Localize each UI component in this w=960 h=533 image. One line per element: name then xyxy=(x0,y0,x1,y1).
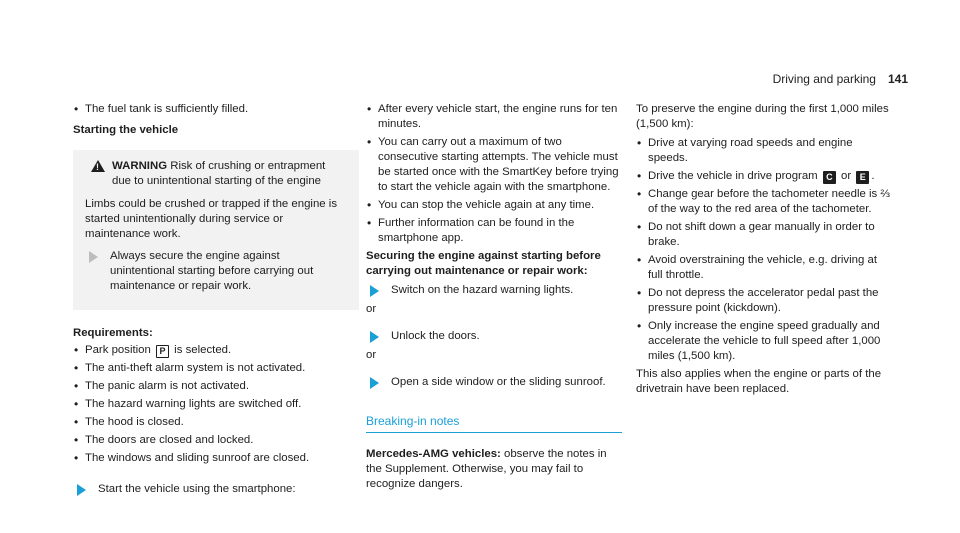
warning-label: WARNING xyxy=(112,160,168,172)
warning-box xyxy=(73,150,359,310)
drive-program-e-icon: E xyxy=(856,171,869,184)
amg-bold: Mercedes-AMG vehicles: xyxy=(366,448,501,460)
start-step xyxy=(73,482,359,497)
closing-note: This also applies when the engine or parts of the drivetrain have been replaced. xyxy=(636,368,882,395)
drive-program-post: . xyxy=(871,170,875,182)
list-item: • The panic alarm is not activated. xyxy=(73,379,359,394)
list-item: • The doors are closed and locked. xyxy=(73,433,359,448)
column-left xyxy=(73,102,359,501)
list-item: • The anti-theft alarm system is not activated. xyxy=(73,361,359,376)
step-hazard-text: Switch on the hazard warning lights. xyxy=(391,284,574,296)
warning-title-text: Risk of crushing or entrapment due to unintentional starting of the engine xyxy=(112,160,326,187)
list-item xyxy=(73,343,359,358)
step-arrow-icon xyxy=(89,251,98,263)
drive-program-c-icon: C xyxy=(823,171,836,184)
step-arrow-icon xyxy=(370,331,379,343)
breaking-in-title: Breaking-in notes xyxy=(366,414,622,433)
requirements-heading: Requirements: xyxy=(73,327,153,339)
step-arrow-icon xyxy=(370,285,379,297)
start-notes-list xyxy=(366,102,622,246)
list-item: • You can carry out a maximum of two consecutive starting attempts. The vehicle must be started once with the SmartKey before trying to start the vehicle again with the smartphone. xyxy=(366,135,622,195)
fuel-list xyxy=(73,102,359,117)
step-arrow-icon xyxy=(370,377,379,389)
list-item: • After every vehicle start, the engine runs for ten minutes. xyxy=(366,102,622,132)
warning-title xyxy=(85,159,347,189)
list-item: • Further information can be found in the smartphone app. xyxy=(366,216,622,246)
step-window xyxy=(366,375,622,390)
drive-program-mid: or xyxy=(837,170,855,182)
list-item: • Drive at varying road speeds and engine speeds. xyxy=(636,136,892,166)
list-item: • Avoid overstraining the vehicle, e.g. driving at full throttle. xyxy=(636,253,892,283)
column-middle xyxy=(366,102,622,496)
requirements-list xyxy=(73,343,359,466)
warning-body: Limbs could be crushed or trapped if the engine is started unintentionally during service or maintenance work. xyxy=(85,198,338,240)
warning-step xyxy=(85,249,347,294)
section-title: Driving and parking xyxy=(772,72,876,86)
park-key-icon: P xyxy=(156,345,169,358)
warning-step-text: Always secure the engine against unintentional starting before carrying out maintenance or repair work. xyxy=(110,250,314,292)
step-unlock xyxy=(366,329,622,344)
heading-starting-vehicle: Starting the vehicle xyxy=(73,124,179,136)
list-item: • Do not depress the accelerator pedal past the pressure point (kickdown). xyxy=(636,286,892,316)
page-number: 141 xyxy=(887,72,908,86)
securing-heading: Securing the engine against starting before carrying out maintenance or repair work: xyxy=(366,250,601,277)
req-park-post: is selected. xyxy=(171,344,232,356)
drive-program-pre: Drive the vehicle in drive program xyxy=(648,170,821,182)
break-in-list xyxy=(636,136,892,364)
list-item: • Change gear before the tachometer needle is ⅔ of the way to the red area of the tachometer. xyxy=(636,187,892,217)
list-item: • The windows and sliding sunroof are closed. xyxy=(73,451,359,466)
list-item: • The fuel tank is sufficiently filled. xyxy=(73,102,359,117)
list-item: • The hood is closed. xyxy=(73,415,359,430)
or-label: or xyxy=(366,303,377,315)
column-right xyxy=(636,102,892,401)
list-item: • The hazard warning lights are switched off. xyxy=(73,397,359,412)
amg-text: observe the notes in the Supplement. Otherwise, you may fail to recognize dangers. xyxy=(366,448,607,490)
list-item: • Do not shift down a gear manually in order to brake. xyxy=(636,220,892,250)
warning-triangle-icon xyxy=(91,160,105,172)
amg-note xyxy=(366,447,622,492)
list-item xyxy=(636,169,892,184)
or-label: or xyxy=(366,349,377,361)
step-unlock-text: Unlock the doors. xyxy=(391,330,480,342)
step-hazard xyxy=(366,283,622,298)
list-item: • Only increase the engine speed gradually and accelerate the vehicle to full speed after 1,000 miles (1,500 km). xyxy=(636,319,892,364)
step-window-text: Open a side window or the sliding sunroof. xyxy=(391,376,606,388)
step-arrow-icon xyxy=(77,484,86,496)
req-park-pre: Park position xyxy=(85,344,155,356)
break-in-intro: To preserve the engine during the first 1,000 miles (1,500 km): xyxy=(636,103,889,130)
page-header xyxy=(773,72,908,87)
list-item: • You can stop the vehicle again at any time. xyxy=(366,198,622,213)
start-step-text: Start the vehicle using the smartphone: xyxy=(98,483,296,495)
